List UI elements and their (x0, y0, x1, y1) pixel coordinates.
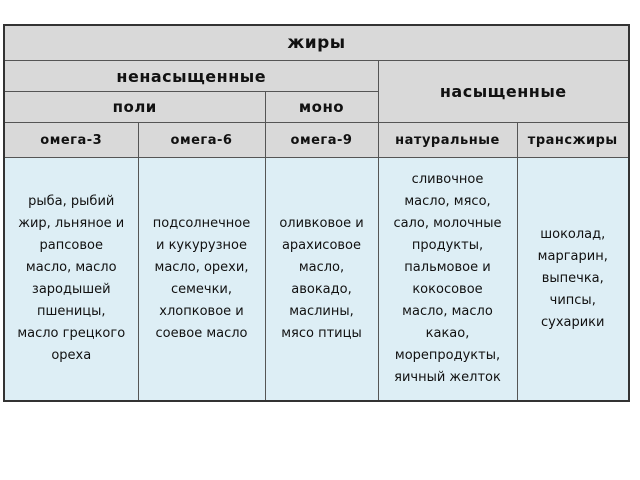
fats-classification-table (3, 24, 630, 402)
header-omega-6: омега-6 (138, 123, 265, 158)
header-trans: трансжиры (517, 123, 629, 158)
cell-trans-sources: шоколад, маргарин, выпечка, чипсы, сухарики (517, 158, 629, 402)
cell-natural-sources: сливочное масло, мясо, сало, молочные продукты, пальмовое и кокосовое масло, масло какао, морепродукты, яичный желток (378, 158, 517, 402)
header-poly: поли (4, 92, 265, 123)
cell-omega-3-sources: рыба, рыбий жир, льняное и рапсовое масло, масло зародышей пшеницы, масло грецкого ореха (4, 158, 138, 402)
header-mono: моно (265, 92, 378, 123)
header-fats: жиры (4, 25, 629, 61)
header-saturated: насыщенные (378, 61, 629, 123)
cell-omega-6-sources: подсолнечное и кукурузное масло, орехи, семечки, хлопковое и соевое масло (138, 158, 265, 402)
cell-omega-9-sources: оливковое и арахисовое масло, авокадо, маслины, мясо птицы (265, 158, 378, 402)
header-omega-3: омега-3 (4, 123, 138, 158)
header-natural: натуральные (378, 123, 517, 158)
header-unsaturated: ненасыщенные (4, 61, 378, 92)
header-omega-9: омега-9 (265, 123, 378, 158)
